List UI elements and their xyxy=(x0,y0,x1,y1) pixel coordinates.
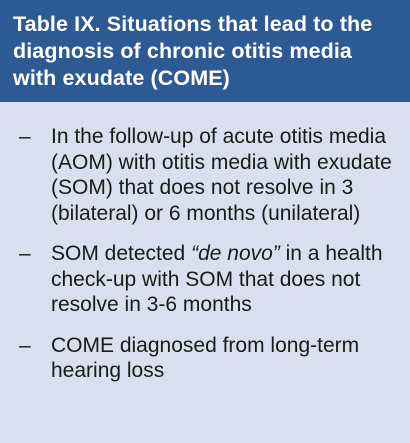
table-body xyxy=(0,102,410,399)
list-item-text-after: in a health check-up with SOM that does not resolve in 3-6 months xyxy=(51,242,383,316)
table-header xyxy=(0,0,410,102)
dash-bullet: – xyxy=(19,242,31,265)
list-item-text-italic: “de novo” xyxy=(191,242,280,265)
list-item-text: COME diagnosed from long-term hearing loss xyxy=(51,333,360,382)
list-item-text: In the follow-up of acute otitis media (AOM) with otitis media with exudate (SOM) that does not resolve in 3 (bilateral) or 6 months (unilateral) xyxy=(51,125,392,225)
list-item-follow-up-aom xyxy=(19,124,400,226)
dash-bullet: – xyxy=(19,333,31,357)
list-item-som-de-novo xyxy=(19,241,400,318)
list-item-hearing-loss xyxy=(19,333,400,384)
table-title: Table IX. Situations that lead to the diagnosis of chronic otitis media with exudate (COME) xyxy=(13,12,373,90)
dash-bullet: – xyxy=(19,125,31,148)
list-item-text-before: SOM detected xyxy=(51,242,192,265)
